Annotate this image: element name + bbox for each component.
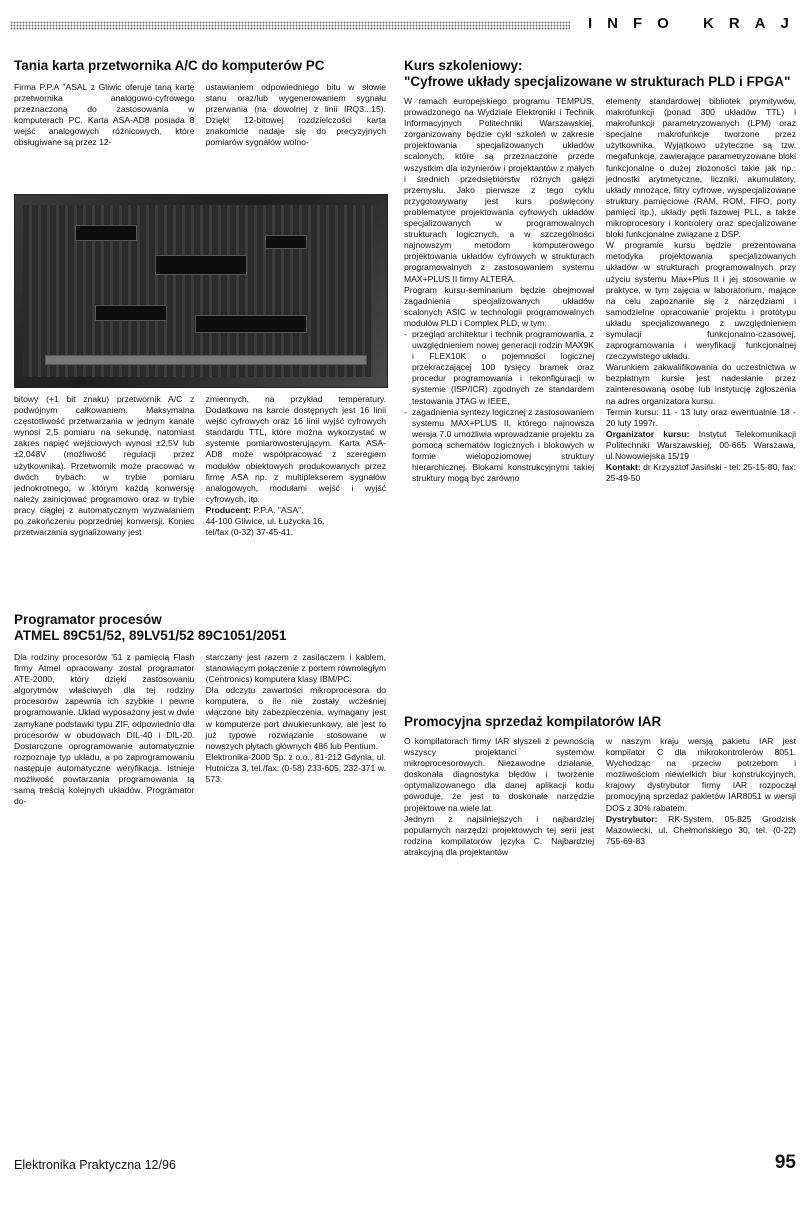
article-text: zmiennych, na przykład temperatury. Dodatkowo na karcie dostępnych jest 16 linii wejść cyfrowych oraz 16 linii wyjść cyfrowych standardu TTL, które można wykorzystać w systemie pomiarowosterującym. Karta ASA-AD8 może współpracować z szeregiem modułów obiektowych produkowanych przez firmę ASA np. z multiplekserem sygnałów analogowych, modułami wejść i wyjść cyfrowych, itp. — [205, 394, 386, 504]
article-text: Firma P.P.A "ASAL z Gliwic oferuje taną kartę przetwornika analogowo-cyfrowego przeznaczoną do zastosowania w komputerach PC. Karta ASA-AD8 posiada 8 wejść analogowych różnicowych, które obsługiwane są przez 12- — [14, 82, 195, 148]
contact-label: Kontakt: — [605, 462, 641, 473]
producer-label: Producent: — [205, 504, 251, 515]
section-label: INFO KRAJ — [588, 15, 804, 32]
article-text: Jednym z najsilniejszych i najbardziej popularnych narzędzi projektowych tej serii jest rodzina kompilatorów języka C. Najbardziej atrakcyjną dla projektantów — [404, 813, 595, 857]
contact-text: dr Krzysztof Jasiński - tel: 25-15-80, fax: 25-49-50 — [605, 462, 796, 484]
contact-info: Elektronika-2000 Sp. z o.o., 81-212 Gdynia, ul. Hutnicza 3, tel./fax: (0-58) 233-605, 232-371 w. 573. — [205, 751, 386, 785]
producer-address: 44-100 Gliwice, ul. Łużycka 16, — [205, 516, 325, 527]
article-ad-card-body — [14, 394, 386, 538]
article-title: Programator procesów — [14, 612, 162, 627]
article-text: elementy standardowej bibliotek prymitywów, makrofunkcji (ponad 300 układów TTL) i makrofunkcji parametryzowanych (LPM) oraz specjalne makrofunkcje tworzone przez użytkownika. Wyjątkowo użyteczne są tzw. megafunkcje, zawierające parametryzowane bloki funkcjonalne o dużej złożoności takie jak np.: jednostki arytmetyczne, liczniki, akumulatory, układy mnożące, filtry cyfrowe, wyspecjalizowane struktury pamięciowe (RAM, ROM, FIFO, porty pamięci itp.), układy pętli fazowej PLL, a także mikroprocesory i kontrolery oraz specjalizowane bloki funkcjonalne związane z DSP. — [605, 96, 796, 240]
article-text: Dla rodziny procesorów '51 z pamięcią Flash firmy Atmel opracowany został programator ATE-2000, który dzięki zastosowaniu algorytmów właściwych dla tej rodziny procesorów zapewnia ich szybkie i pewne programowanie. Układ wyposażony jest w dwie zamykane podstawki typu ZIF, odpowiednio dla procesorów w obudowach DIL-40 i DIL-20. Dostarczone oprogramowanie automatycznie rozpoznaje typ układu, a po zaprogramowaniu następuje automatyczne weryfikacja. Istnieje możliwość powtarzania programowania tą samą treścią kolejnych układów. Programator do- — [14, 652, 195, 807]
article-course — [404, 58, 796, 484]
article-text: ustawianiem odpowiedniego bitu w słowie stanu oraz/lub wygenerowaniem sygnału przerwania (na dowolnej z linii IRQ3...15). Dzięki 12-bitowej rozdzielczości karta znakomicie nadaje się do precyzyjnych pomiarów sygnałów wolno- — [205, 82, 386, 148]
journal-footer: Elektronika Praktyczna 12/96 — [14, 1158, 176, 1172]
header-dot-band — [10, 21, 570, 30]
article-text: W ramach europejskiego programu TEMPUS, prowadzonego na Wydziale Elektroniki i Technik Informacyjnych Politechniki Warszawskiej, zorganizowany będzie cykl szkoleń w zakresie projektowania specjalizowanych układów scalonych, które są przeznaczone przede wszystkim dla inżynierów i projektantów z małych i średnich przedsiębiorstw różnych gałęzi przemysłu. Jako pierwsze z tego cyklu przygotowywany jest kurs poświęcony problematyce projektowania cyfrowych układów specjalizowanych w programowalnych strukturach logicznych, a w szczególności najnowszym metodom komputerowego projektowania układów cyfrowych w strukturach programowalnych z zastosowaniem systemu MAX+PLUS II firmy ALTERA. — [404, 96, 595, 284]
producer-phone: tel/fax (0-32) 37-45-41. — [205, 527, 294, 538]
article-text: Program kursu-seminarium będzie obejmował zagadnienia specjalizowanych układów scalonych ASIC w technologii programowalnych modułów PLD i Complex PLD, w tym: — [404, 284, 595, 328]
distributor-label: Dystrybutor: — [605, 813, 658, 824]
adc-card-photo — [14, 194, 388, 388]
course-dates: Termin kursu: 11 - 13 luty oraz ewentualnie 18 - 20 luty 1997r. — [605, 406, 796, 428]
article-title: Promocyjna sprzedaż kompilatorów IAR — [404, 714, 662, 729]
article-text: Warunkiem zakwalifikowania do uczestnictwa w bezpłatnym kursie jest nadesłanie przez zainteresowaną osobę lub instytucję zgłoszenia na adres organizatora kursu. — [605, 362, 796, 406]
distributor-text: RK-System, 05-825 Grodzisk Mazowiecki, ul. Chełmońskiego 30, tel. (0-22) 755-69-83 — [605, 813, 797, 846]
article-iar — [404, 714, 796, 858]
article-title: Kurs szkoleniowy: — [404, 58, 523, 73]
article-programmer — [14, 612, 386, 807]
article-text: starczany jest razem z zasilaczem i kablem, stanowiącym połączenie z portem równoległym (Centronics) komputera klasy IBM/PC. — [205, 652, 386, 685]
article-subtitle: ATMEL 89C51/52, 89LV51/52 89C1051/2051 — [14, 628, 287, 643]
article-text: O kompilatorach firmy IAR słyszeli z pewnością wszyscy projektanci systemów mikroprocesorowych. Niezawodne działanie, doskonała diagnostyka błędów i tworzenie optymalizowanego dla danej aplikacji kodu powoduje, że jest to doskonałe narzędzie projektowe na wiele lat. — [404, 736, 595, 813]
page-number: 95 — [774, 1152, 796, 1173]
organizer-label: Organizator kursu: — [605, 428, 690, 439]
topic-list — [404, 329, 594, 484]
article-title: Tania karta przetwornika A/C do komputerów PC — [14, 58, 325, 73]
list-item: - przegląd architektur i technik programowania, z uwzględnieniem nowej generacji rodzin MAX9K i FLEX10K o pojemności logicznej przekraczającej 100 tysięcy bramek oraz procedur programowania i rekonfiguracji w systemie (ISP/ICR) zgodnych ze standardem testowania JTAG w IEEE, — [404, 329, 594, 407]
article-text: w naszym kraju wersją pakietu IAR jest kompilator C dla mikrokontrolerów 8051. Wychodząc na przeciw potrzebom i możliwościom niewielkich biur konstrukcyjnych, krajowy dystrybutor firmy IAR rozpoczął promocyjną sprzedaż pakietów IAR8051 w wersji DOS z 30% rabatem. — [605, 736, 796, 813]
article-text: Dla odczytu zawartości mikroprocesora do komputera, o ile nie zostały wcześniej włączone bity zabezpieczenia, wymagany jest w komputerze port dwukierunkowy, ale jest to już typowe rozwiązanie stosowane w nowszych płytach głównych 486 lub Pentium. — [205, 685, 386, 751]
article-subtitle: "Cyfrowe układy specjalizowane w strukturach PLD i FPGA" — [404, 74, 791, 89]
list-item: - zagadnienia syntezy logicznej z zastosowaniem systemu MAX+PLUS II, którego najnowsza wersja 7.0 umożliwia wprowadzanie projektu za pomocą schematów logicznych i blokowych w formie wielopoziomowej struktury hierarchicznej. Blokami konstrukcyjnymi takiej struktury mogą być zarówno — [404, 407, 594, 485]
article-text: W programie kursu będzie prezentowana metodyka projektowania specjalizowanych układów w strukturach programowalnych przy użyciu systemu Max+Plus II i jej stosowanie w praktyce, w tym zajęcia w laboratorium, mające na celu zapoznanie się z narzędziami i samodzielne opracowanie projektu i prototypu układu specjalizowanego z uwzględnieniem symulacji funkcjonalno-czasowej, zaprogramowania i weryfikacji funkcjonalnej rzeczywistego układu. — [605, 240, 796, 362]
producer-name: P.P.A. "ASA", — [253, 504, 304, 515]
organizer-text: Instytut Telekomunikacji Politechniki Warszawskiej, 00-665 Warszawa, ul.Nowowiejska 15/19 — [605, 428, 796, 461]
article-ad-card — [14, 58, 386, 149]
article-text: bitowy (+1 bit znaku) przetwornik A/C z podwójnym całkowaniem. Maksymalna częstotliwość przetwarzania w jednym kanale wynosi 2,5 pomiaru na sekundę, natomiast zakres napięć wejściowych wynosi ±2,5V lub ±2,048V (możliwość regulacji przez użytkownika). Przetwornik może pracować w dwóch trybach: w trybie pomiaru jednokrotnego, w którym każdą konwersję należy zainicjować programowo oraz w trybie pracy ciągłej z automatycznym wyzwalaniem po zakończeniu poprzedniej konwersji. Koniec przetwarzania sygnalizowany jest — [14, 394, 195, 538]
